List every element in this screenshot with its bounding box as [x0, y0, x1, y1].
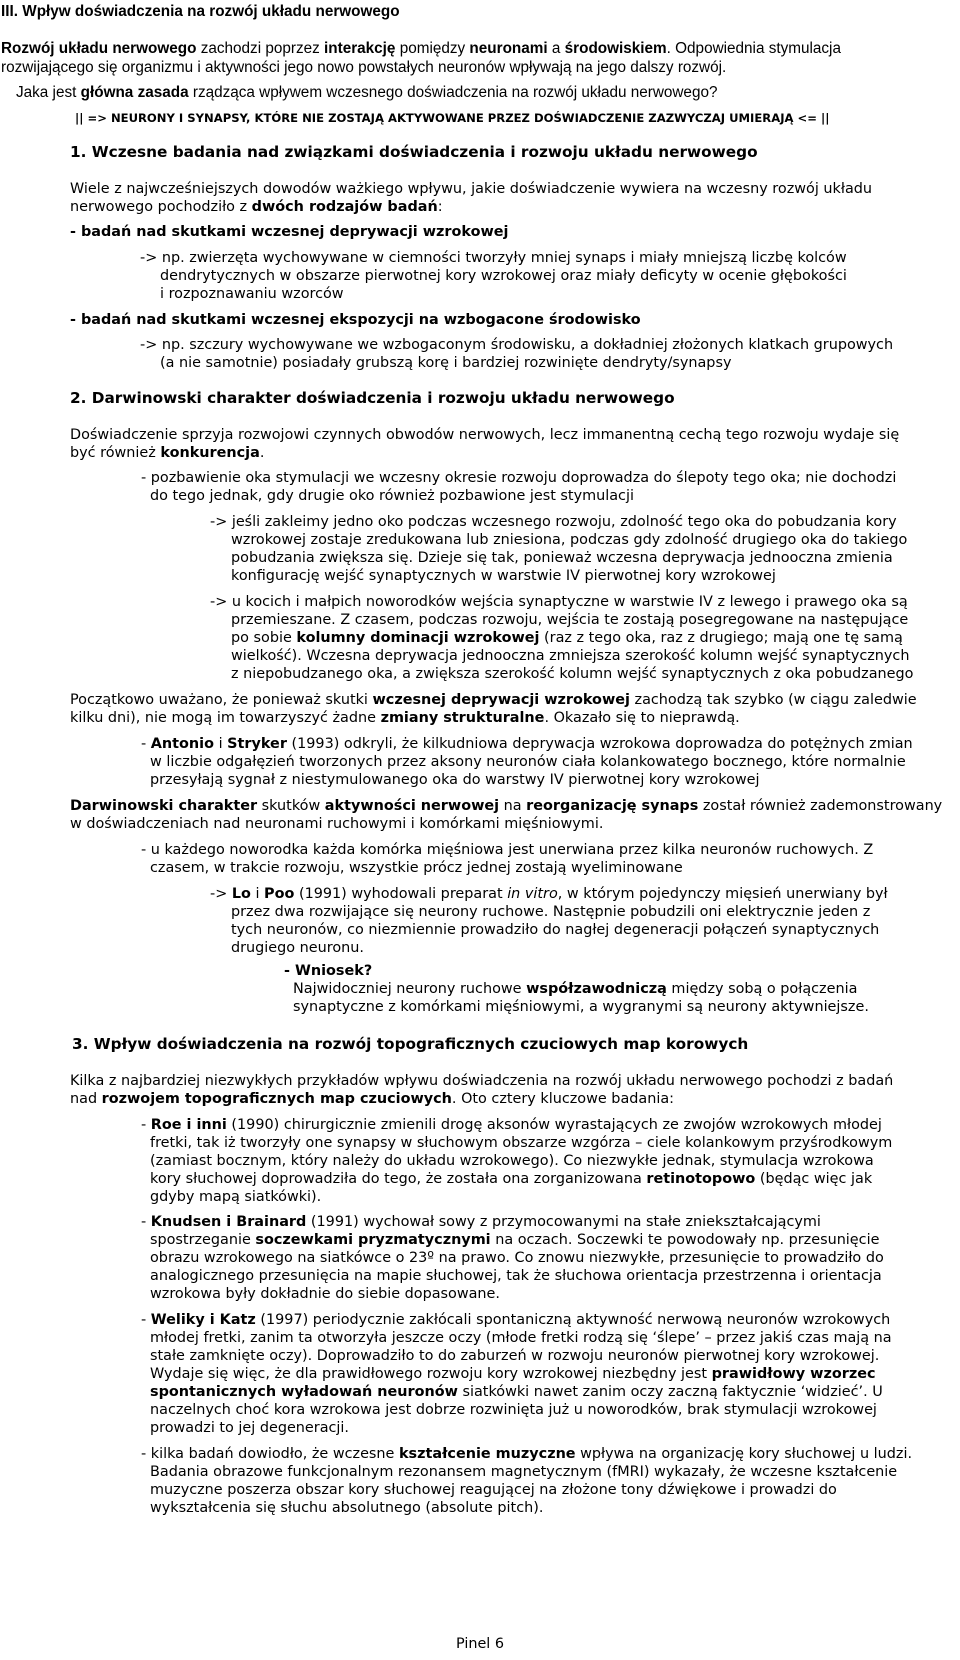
s3-paragraph-line-2: nad rozwojem topograficznych map czuciowych. Oto cztery kluczowe badania:	[70, 1091, 674, 1107]
section-1-heading: 1. Wczesne badania nad związkami doświadczenia i rozwoju układu nerwowego	[70, 143, 758, 161]
s3-weliky-line-1: - Weliky i Katz (1997) periodycznie zakłócali spontaniczną aktywność nerwową neuronów wzrokowych	[141, 1312, 891, 1328]
s3-roe-line-4: kory słuchowej doprowadziła do tego, że została ona zorganizowana retinotopowo (będąc więc jak	[150, 1171, 873, 1187]
page-footer: Pinel 6	[455, 1636, 505, 1652]
s2-muscle-line-2: czasem, w trakcie rozwoju, wszystkie prócz jednej zostają wyeliminowane	[150, 860, 683, 876]
s3-knudsen-line-3: obrazu wzrokowego na siatkówce o 23º na prawo. Co znowu niezwykłe, przesunięcie to prowadziło do	[150, 1250, 884, 1266]
s2-antonio-line-2: w liczbie odgałęzień tworzonych przez aksony neuronów ciała kolankowatego bocznego, które normalnie	[150, 754, 906, 770]
s3-weliky-line-2: młodej fretki, zanim ta otworzyła jeszcze oczy (młode fretki rodzą się ‘ślepe’ – przez jakiś czas mają na	[150, 1330, 892, 1346]
s2-muscle-line-1: - u każdego noworodka każda komórka mięśniowa jest unerwiana przez kilka neuronów ruchowych. Z	[141, 842, 874, 858]
s2-arrow-2-line-4: wielkość). Wczesna deprywacja jednooczna zmniejsza szerokość kolumn wejść synaptycznych	[231, 648, 910, 664]
section-3-heading: 3. Wpływ doświadczenia na rozwój topograficznych czuciowych map korowych	[72, 1035, 749, 1053]
s3-knudsen-line-2: spostrzeganie soczewkami pryzmatycznymi na oczach. Soczewki te powodowały np. przesunięcie	[150, 1232, 880, 1248]
s2-arrow-1-line-3: pobudzania zwiększa się. Dzieje się tak, ponieważ wczesna deprywacja jednooczna zmienia	[231, 550, 893, 566]
s3-roe-line-3: (zamiast bocznym, który należy do układu wzrokowego). Co niezwykłe jednak, stymulacja wzrokowa	[150, 1153, 874, 1169]
s3-weliky-line-3: stałe zamknięte oczy). Doprowadziło to do zaburzeń w rozwoju neuronów pierwotnej kory wzrokowej.	[150, 1348, 880, 1364]
s2-arrow-2-line-3: po sobie kolumny dominacji wzrokowej (raz z tego oka, raz z drugiego; mają one tę samą	[231, 630, 903, 646]
s2-darwin-line-1: Darwinowski charakter skutków aktywności nerwowej na reorganizację synaps został również zademonstrowany	[70, 798, 943, 814]
intro-answer: || => NEURONY I SYNAPSY, KTÓRE NIE ZOSTAJĄ AKTYWOWANE PRZEZ DOŚWIADCZENIE ZAZWYCZAJ UMIERAJĄ <= ||	[75, 111, 830, 125]
s3-knudsen-line-4: analogicznego przesunięcia na mapie słuchowej, tak że słuchowa orientacja przestrzenna i orientacja	[150, 1268, 882, 1284]
s2-arrow-2-line-2: przemieszane. Z czasem, podczas rozwoju, wejścia te zostają posegregowane na następujące	[231, 612, 909, 628]
s3-knudsen-line-1: - Knudsen i Brainard (1991) wychował sowy z przymocowanymi na stałe zniekształcającymi	[141, 1214, 821, 1230]
s2-antonio-line-3: przesyłają sygnał z niestymulowanego oka do warstwy IV pierwotnej kory wzrokowej	[150, 772, 760, 788]
s3-weliky-line-6: naczelnych choć kora wzrokowa jest dobrze rozwinięta już u noworodków, brak stymulacji wzrokowej	[150, 1402, 877, 1418]
section-2-heading: 2. Darwinowski charakter doświadczenia i rozwoju układu nerwowego	[70, 389, 675, 407]
s2-initially-line-1: Początkowo uważano, że ponieważ skutki wczesnej deprywacji wzrokowej zachodzą tak szybko (w ciągu zaledwie	[70, 692, 917, 708]
s2-lo-poo-line-1: -> Lo i Poo (1991) wyhodowali preparat in vitro, w którym pojedynczy mięsień unerwiany był	[210, 886, 888, 902]
s2-deprivation-line-2: do tego jednak, gdy drugie oko również pozbawione jest stymulacji	[150, 488, 634, 504]
s2-conclusion-line-2: synaptyczne z komórkami mięśniowymi, a wygranymi są neurony aktywniejsze.	[293, 999, 869, 1015]
s2-darwin-line-2: w doświadczeniach nad neuronami ruchowymi i komórkami mięśniowymi.	[70, 816, 604, 832]
s3-music-line-4: wykształcenia się słuchu absolutnego (absolute pitch).	[150, 1500, 544, 1516]
s1-bullet-enriched: - badań nad skutkami wczesnej ekspozycji na wzbogacone środowisko	[70, 312, 641, 328]
s1-example-1-line-2: dendrytycznych w obszarze pierwotnej kory wzrokowej oraz miały deficyty w ocenie głębokości	[160, 268, 847, 284]
s1-example-2-line-1: -> np. szczury wychowywane we wzbogaconym środowisku, a dokładniej złożonych klatkach grupowych	[140, 337, 894, 353]
s3-weliky-line-4: Wydaje się więc, że dla prawidłowego rozwoju kory wzrokowej niezbędny jest prawidłowy wzorzec	[150, 1366, 876, 1382]
s3-weliky-line-7: prowadzi to jej degeneracji.	[150, 1420, 350, 1436]
s2-arrow-1-line-1: -> jeśli zakleimy jedno oko podczas wczesnego rozwoju, zdolność tego oka do pobudzania kory	[210, 514, 897, 530]
s1-example-1-line-3: i rozpoznawaniu wzorców	[160, 286, 344, 302]
s2-paragraph-line-2: być również konkurencja.	[70, 445, 265, 461]
s2-conclusion-heading: - Wniosek?	[284, 963, 373, 979]
s3-roe-line-5: gdyby mapą siatkówki).	[150, 1189, 322, 1205]
s2-lo-poo-line-4: drugiego neuronu.	[231, 940, 364, 956]
s3-knudsen-line-5: wzrokowa były dokładnie do siebie dopasowane.	[150, 1286, 500, 1302]
s1-paragraph-line-2: nerwowego pochodziło z dwóch rodzajów badań:	[70, 199, 443, 215]
s3-music-line-2: Badania obrazowe funkcjonalnym rezonansem magnetycznym (fMRI) wykazały, że wczesne kształcenie	[150, 1464, 898, 1480]
s2-paragraph-line-1: Doświadczenie sprzyja rozwojowi czynnych obwodów nerwowych, lecz immanentną cechą tego rozwoju wydaje się	[70, 427, 900, 443]
s2-lo-poo-line-2: przez dwa rozwijające się neurony ruchowe. Następnie pobudzili oni elektrycznie jeden z	[231, 904, 871, 920]
s1-example-2-line-2: (a nie samotnie) posiadały grubszą korę i bardziej rozwinięte dendryty/synapsy	[160, 355, 732, 371]
page-title: III. Wpływ doświadczenia na rozwój układu nerwowego	[1, 3, 400, 20]
intro-line-1: Rozwój układu nerwowego zachodzi poprzez interakcję pomiędzy neuronami a środowiskiem. Odpowiednia stymulacja	[1, 40, 841, 57]
s3-weliky-line-5: spontanicznych wyładowań neuronów siatkówki nawet zanim oczy zaczną faktycznie ‘widzieć’. U	[150, 1384, 883, 1400]
s2-arrow-2-line-5: z niepobudzanego oka, a zwiększa szerokość kolumn wejść synaptycznych z oka pobudzanego	[231, 666, 914, 682]
s1-bullet-deprivation: - badań nad skutkami wczesnej deprywacji wzrokowej	[70, 224, 509, 240]
s2-initially-line-2: kilku dni), nie mogą im towarzyszyć żadne zmiany strukturalne. Okazało się to nieprawdą.	[70, 710, 740, 726]
s2-lo-poo-line-3: tych neuronów, co niezmiennie prowadziło do nagłej degeneracji połączeń synaptycznych	[231, 922, 880, 938]
s2-deprivation-line-1: - pozbawienie oka stymulacji we wczesny okresie rozwoju doprowadza do ślepoty tego oka; nie dochodzi	[141, 470, 897, 486]
s2-antonio-line-1: - Antonio i Stryker (1993) odkryli, że kilkudniowa deprywacja wzrokowa doprowadza do potężnych zmian	[141, 736, 913, 752]
s1-paragraph-line-1: Wiele z najwcześniejszych dowodów ważkiego wpływu, jakie doświadczenie wywiera na wczesny rozwój układu	[70, 181, 873, 197]
intro-line-2: rozwijającego się organizmu i aktywności jego nowo powstałych neuronów wpływają na jego dalszy rozwój.	[1, 59, 727, 76]
s1-example-1-line-1: -> np. zwierzęta wychowywane w ciemności tworzyły mniej synaps i miały mniejszą liczbę kolców	[140, 250, 847, 266]
s3-roe-line-1: - Roe i inni (1990) chirurgicznie zmienili drogę aksonów wyrastających ze zwojów wzrokowych młodej	[141, 1117, 882, 1133]
s2-conclusion-line-1: Najwidoczniej neurony ruchowe współzawodniczą między sobą o połączenia	[293, 981, 858, 997]
s2-arrow-2-line-1: -> u kocich i małpich noworodków wejścia synaptyczne w warstwie IV z lewego i prawego oka są	[210, 594, 908, 610]
s3-roe-line-2: fretki, tak iż tworzyły one synapsy w słuchowym obszarze wzgórza – ciele kolankowym przyśrodkowym	[150, 1135, 893, 1151]
s3-music-line-3: muzyczne poszerza obszar kory słuchowej reagującej na złożone tony dźwiękowe i prowadzi do	[150, 1482, 837, 1498]
s3-paragraph-line-1: Kilka z najbardziej niezwykłych przykładów wpływu doświadczenia na rozwój układu nerwowego pochodzi z badań	[70, 1073, 894, 1089]
s2-arrow-1-line-4: konfigurację wejść synaptycznych w warstwie IV pierwotnej kory wzrokowej	[231, 568, 776, 584]
intro-question: Jaka jest główna zasada rządząca wpływem wczesnego doświadczenia na rozwój układu nerwowego?	[16, 84, 718, 101]
s3-music-line-1: - kilka badań dowiodło, że wczesne kształcenie muzyczne wpływa na organizację kory słuchowej u ludzi.	[141, 1446, 913, 1462]
s2-arrow-1-line-2: wzrokowej zostaje zredukowana lub zniesiona, podczas gdy zdolność drugiego oka do takiego	[231, 532, 908, 548]
